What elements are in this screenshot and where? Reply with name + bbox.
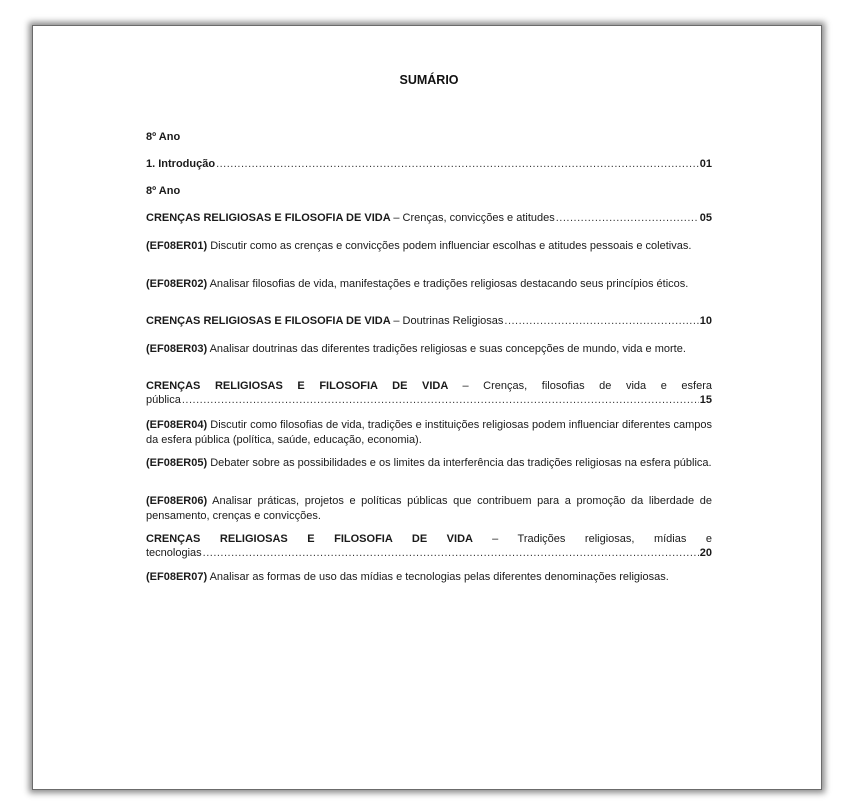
section-subheading: – Tradições religiosas, mídias e [492,533,712,545]
toc-leader-dots [203,547,699,559]
skill-text: Analisar as formas de uso das mídias e tecnologias pelas diferentes denominações religiosas. [207,571,669,583]
grade-label: 8º Ano [146,131,181,143]
skill-text: Analisar filosofias de vida, manifestações e tradições religiosas destacando seus princípios éticos. [207,278,689,290]
skill-code: (EF08ER01) [146,240,208,252]
toc-entry-section [146,315,712,327]
toc-page-number: 05 [699,212,712,224]
skill-text: Analisar doutrinas das diferentes tradições religiosas e suas concepções de mundo, vida e morte. [207,343,686,355]
toc-entry-section [146,379,712,394]
section-subheading: – Crenças, convicções e atitudes [393,212,555,224]
toc-entry-section [146,212,712,224]
section-continuation: pública [146,394,181,406]
skill-text: Debater sobre as possibilidades e os limites da interferência das tradições religiosas na esfera pública. [207,457,712,469]
section-subheading: – Doutrinas Religiosas [393,315,504,327]
skill-code: (EF08ER05) [146,457,208,469]
toc-page-number: 01 [699,158,712,170]
section-subheading: – Crenças, filosofias de vida e esfera [462,380,713,392]
toc-entry-label: 1. Introdução [146,158,216,170]
skill-text: Analisar práticas, projetos e políticas públicas que contribuem para a promoção da liberdade de pensamento, crenças e convicções. [146,495,712,522]
skill-code: (EF08ER06) [146,495,208,507]
grade-label: 8º Ano [146,185,181,197]
section-heading: CRENÇAS RELIGIOSAS E FILOSOFIA DE VIDA [146,315,391,327]
skill-code: (EF08ER07) [146,571,208,583]
toc-entry-continuation [146,394,712,406]
toc-entry-continuation [146,547,712,559]
section-heading: CRENÇAS RELIGIOSAS E FILOSOFIA DE VIDA [146,212,391,224]
skill-code: (EF08ER02) [146,278,208,290]
section-continuation: tecnologias [146,547,202,559]
skill-item [146,239,712,254]
toc-leader-dots [504,315,698,327]
skill-item [146,494,712,524]
toc-entry-label [146,212,555,224]
skill-item [146,570,712,585]
toc-leader-dots [182,394,699,406]
skill-text: Discutir como filosofias de vida, tradições e instituições religiosas podem influenciar diferentes campos da esfera pública (política, saúde, educação, economia). [146,419,712,446]
skill-item [146,456,712,471]
toc-leader-dots [216,158,699,170]
skill-code: (EF08ER04) [146,419,208,431]
page-title: SUMÁRIO [399,73,459,87]
skill-item [146,277,712,292]
skill-code: (EF08ER03) [146,343,208,355]
toc-page-number: 15 [699,394,712,406]
section-heading: CRENÇAS RELIGIOSAS E FILOSOFIA DE VIDA [146,533,473,545]
toc-entry-section [146,532,712,547]
toc-page-number: 20 [699,547,712,559]
toc-page-number: 10 [699,315,712,327]
section-heading: CRENÇAS RELIGIOSAS E FILOSOFIA DE VIDA [146,380,448,392]
toc-entry-intro [146,158,712,170]
skill-item [146,342,712,357]
skill-item [146,418,712,448]
toc-entry-label [146,315,503,327]
skill-text: Discutir como as crenças e convicções podem influenciar escolhas e atitudes pessoais e coletivas. [207,240,692,252]
toc-leader-dots [556,212,699,224]
document-page [32,25,822,790]
